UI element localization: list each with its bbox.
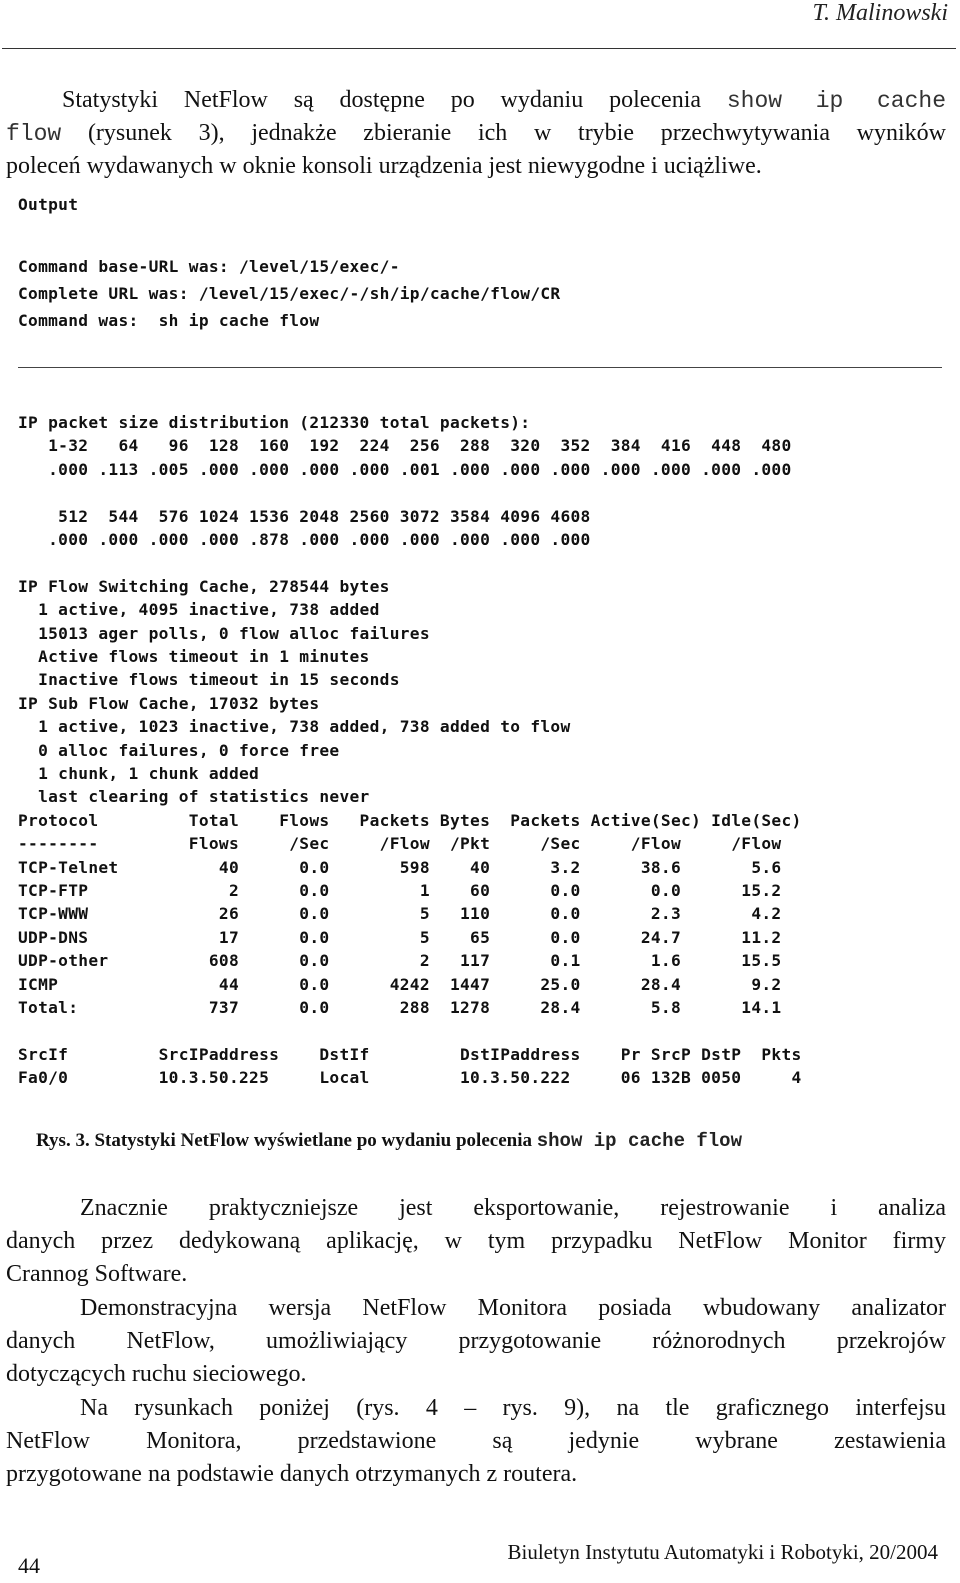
para-4-line-1 [6,1392,946,1425]
output-line: UDP-DNS 17 0.0 5 65 0.0 24.7 11.2 [18,927,782,947]
intro-text-b: (rysunek 3), jednakże zbieranie ich w trybie przechwytywania wyników [87,120,947,146]
output-line: IP Flow Switching Cache, 278544 bytes [18,576,390,596]
output-line: 0 alloc failures, 0 force free [18,740,340,760]
command-line: Command base-URL was: /level/15/exec/- [18,257,400,276]
output-line: Fa0/0 10.3.50.225 Local 10.3.50.222 06 132B 0050 4 [18,1068,802,1088]
intro-line-3: poleceń wydawanych w oknie konsoli urządzenia jest niewygodne i uciążliwe. [6,153,762,179]
output-line: ICMP 44 0.0 4242 1447 25.0 28.4 9.2 [18,974,782,994]
journal-title: Biuletyn Instytutu Automatyki i Robotyki, 20/2004 [507,1540,938,1564]
intro-line-1 [6,84,946,118]
output-line: SrcIf SrcIPaddress DstIf DstIPaddress Pr SrcP DstP Pkts [18,1044,802,1064]
caption-code: show ip cache flow [536,1130,742,1152]
output-line: IP packet size distribution (212330 total packets): [18,413,531,432]
command-line: Complete URL was: /level/15/exec/-/sh/ip/cache/flow/CR [18,284,561,303]
output-line: TCP-FTP 2 0.0 1 60 0.0 0.0 15.2 [18,881,782,900]
page-number: 44 [18,1553,40,1578]
intro-line-2 [6,117,946,151]
para-3-text: Demonstracyjna wersja NetFlow Monitora posiada wbudowany analizator [80,1295,946,1321]
output-line: 512 544 576 1024 1536 2048 2560 3072 3584 4096 4608 [18,506,591,526]
para-2-line-3: Crannog Software. [6,1261,188,1287]
output-line: 1-32 64 96 128 160 192 224 256 288 320 352 384 416 448 480 [18,436,792,456]
output-line: 15013 ager polls, 0 flow alloc failures [18,623,430,643]
output-line: TCP-WWW 26 0.0 5 110 0.0 2.3 4.2 [18,904,782,924]
intro-code-a: show ip cache [726,88,947,114]
caption-label: Rys. 3. Statystyki NetFlow wyświetlane po wydaniu polecenia [36,1130,532,1151]
output-line: IP Sub Flow Cache, 17032 bytes [18,693,320,713]
running-head-author: T. Malinowski [812,0,948,26]
output-line: Total: 737 0.0 288 1278 28.4 5.8 14.1 [18,998,782,1017]
intro-code-b: flow [6,121,62,147]
para-2-line-1 [6,1192,946,1225]
output-line: -------- Flows /Sec /Flow /Pkt /Sec /Flow /Flow [18,834,782,854]
output-line: .000 .113 .005 .000 .000 .000 .000 .001 .000 .000 .000 .000 .000 .000 .000 [18,459,792,479]
output-line: 1 chunk, 1 chunk added [18,764,260,783]
output-line: 1 active, 4095 inactive, 738 added [18,600,380,620]
output-line: Active flows timeout in 1 minutes [18,647,370,666]
header-rule [2,48,956,49]
output-line: Protocol Total Flows Packets Bytes Packets Active(Sec) Idle(Sec) [18,810,802,830]
para-3-line-1 [6,1292,946,1325]
output-line: TCP-Telnet 40 0.0 598 40 3.2 38.6 5.6 [18,857,782,877]
para-3-line-2: danych NetFlow, umożliwiający przygotowanie różnorodnych przekrojów [6,1328,946,1354]
output-line: 1 active, 1023 inactive, 738 added, 738 added to flow [18,717,571,737]
para-4-text: Na rysunkach poniżej (rys. 4 – rys. 9), na tle graficznego interfejsu [80,1395,946,1421]
para-4-line-3: przygotowane na podstawie danych otrzymanych z routera. [6,1461,578,1487]
figure-caption [36,1130,742,1152]
intro-text-a: Statystyki NetFlow są dostępne po wydaniu polecenia [62,87,702,113]
output-line: .000 .000 .000 .000 .878 .000 .000 .000 .000 .000 .000 [18,530,591,549]
para-2-line-2: danych przez dedykowaną aplikację, w tym przypadku NetFlow Monitor firmy [6,1228,946,1254]
output-line: UDP-other 608 0.0 2 117 0.1 1.6 15.5 [18,951,782,971]
para-4-line-2: NetFlow Monitora, przedstawione są jedynie wybrane zestawienia [6,1428,946,1454]
para-2-text: Znacznie praktyczniejsze jest eksportowanie, rejestrowanie i analiza [80,1195,946,1221]
para-3-line-3: dotyczących ruchu sieciowego. [6,1361,307,1387]
output-line: Inactive flows timeout in 15 seconds [18,670,400,690]
command-line: Command was: sh ip cache flow [18,311,320,330]
output-separator [18,367,942,368]
output-title: Output [18,195,79,214]
output-line: last clearing of statistics never [18,787,370,807]
